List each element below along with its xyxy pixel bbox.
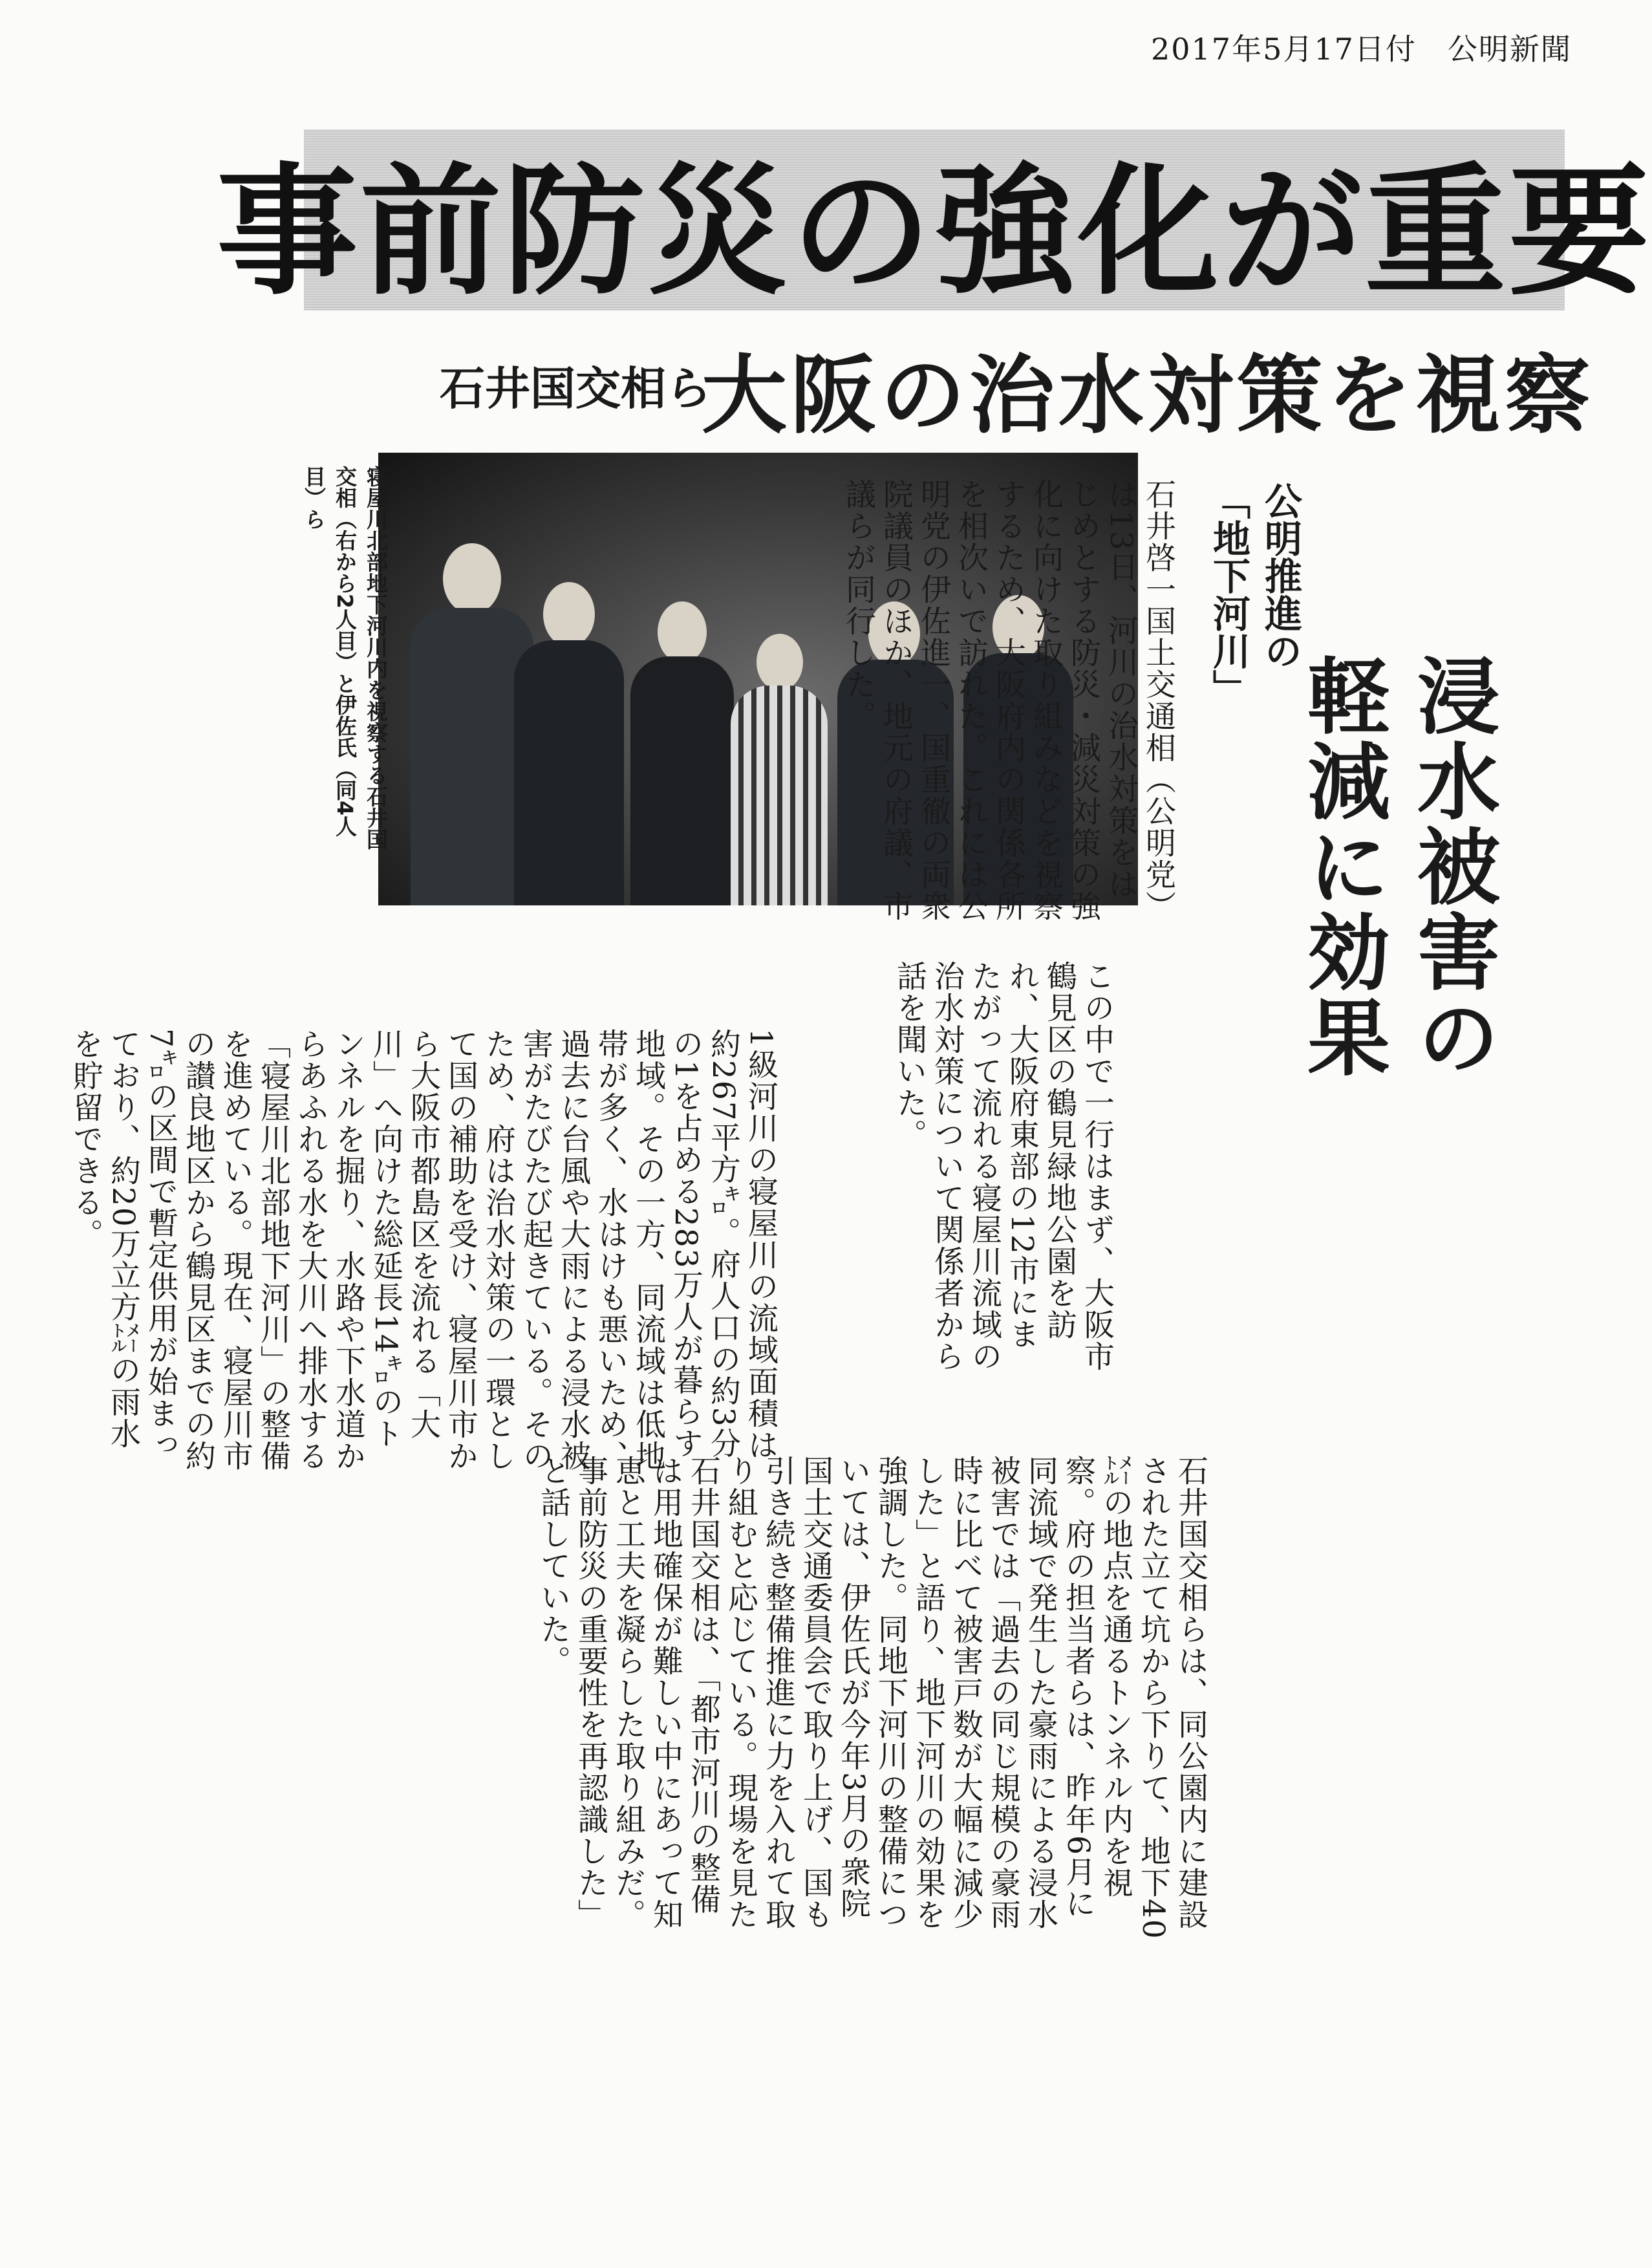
kicker-line-2: 「地下河川」 (1207, 482, 1250, 707)
subhead-title: 大阪の治水対策を視察 (702, 345, 1594, 446)
side-headline-line-2: 軽減に効果 (1293, 653, 1390, 1080)
photo-person (630, 601, 734, 905)
headline: 事前防災の強化が重要 (217, 150, 1652, 314)
article-column-1: 石井啓一国土交通相（公明党）は13日、河川の治水対策をはじめとする防災・減災対策の強化に向けた取り組みなどを視察するため、大阪府内の関係各所を相次いで訪れた。これには公明党の伊佐進一、国重徹の両衆院議員のほか、地元の府議、市議らが同行した。 (841, 479, 1176, 922)
article-column-3: 1級河川の寝屋川の流域面積は約267平方㌔。府人口の約3分の1を占める283万人が暮らす地域。その一方、同流域は低地帯が多く、水はけも悪いため、過去に台風や大雨による浸水被害がたびたび起きている。そのため、府は治水対策の一環として国の補助を受け、寝屋川市から大阪市都島区を流れる「大川」へ向けた総延長14㌔のトンネルを掘り、水路や下水道からあふれる水を大川へ排水する「寝屋川北部地下河川」の整備を進めている。現在、寝屋川市の讃良地区から鶴見区までの約7㌔の区間で暫定供用が始まっており、約20万立方㍍の雨水を貯留できる。 (68, 1028, 778, 1472)
photo-person (731, 634, 828, 905)
article-column-4: 石井国交相らは、同公園内に建設された立て坑から下りて、地下40㍍の地点を通るトンネル内を視察。府の担当者らは、昨年6月に同流域で発生した豪雨による浸水被害では「過去の同じ規模の豪雨時に比べて被害戸数が大幅に減少した」と語り、地下河川の効果を強調した。同地下河川の整備については、伊佐氏が今年3月の衆院国土交通委員会で取り上げ、国も引き続き整備推進に力を入れて取り組むと応じている。現場を見た石井国交相は、「都市河川の整備は用地確保が難しい中にあって知恵と工夫を凝らした取り組みだ。事前防災の重要性を再認識した」と話していた。 (535, 1455, 1208, 1940)
headline-banner (217, 129, 1652, 314)
dateline: 2017年5月17日付 公明新聞 (1151, 32, 1572, 67)
photo-caption: 寝屋川北部地下河川内を視察する石井国交相（右から2人目）と伊佐氏（同4人目）ら (301, 466, 389, 850)
side-headline-line-1: 浸水被害の (1403, 653, 1500, 1080)
subhead-speaker: 石井国交相ら (440, 362, 711, 415)
article-column-2: この中で一行はまず、大阪市鶴見区の鶴見緑地公園を訪れ、大阪府東部の12市にまたがって流れる寝屋川流域の治水対策について関係者から話を聞いた。 (892, 960, 1115, 1372)
photo-person (514, 582, 624, 905)
kicker-line-1: 公明推進の (1258, 482, 1302, 669)
side-headline (1293, 653, 1507, 1591)
